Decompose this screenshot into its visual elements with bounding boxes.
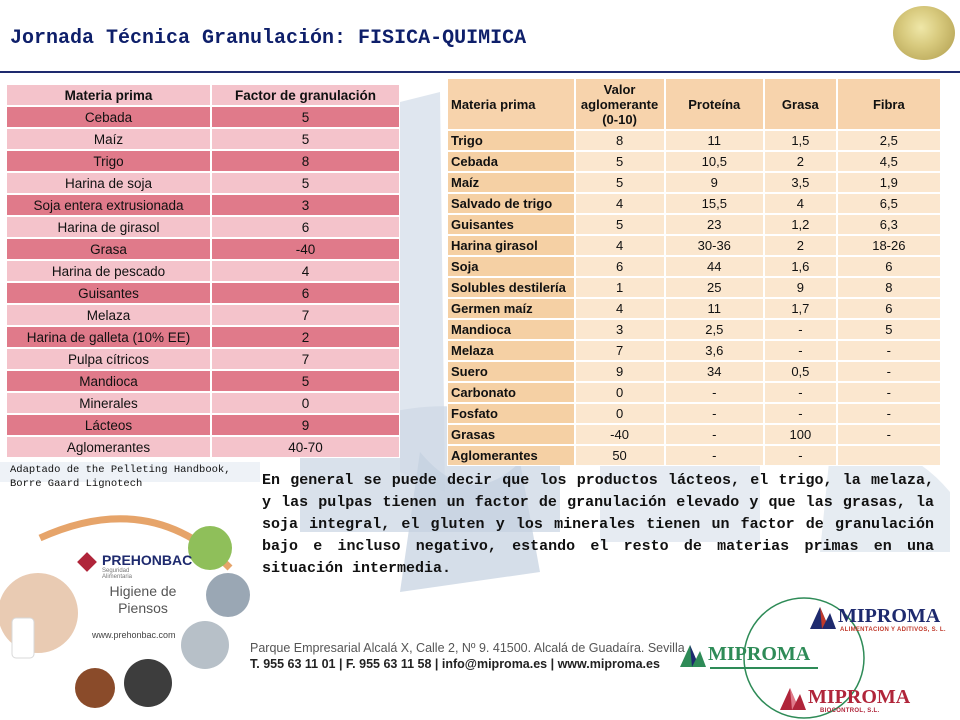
binding-value-cell: 7: [575, 340, 665, 361]
granulation-factor-table: [6, 84, 400, 458]
fat-cell: 0,5: [764, 361, 837, 382]
chicken-photo: [75, 668, 115, 708]
ingredient-cell: Harina de soja: [6, 172, 211, 194]
ingredient-cell: Minerales: [6, 392, 211, 414]
advert-tagline: Higiene de Piensos: [109, 583, 177, 616]
table-row: [6, 304, 400, 326]
ingredient-cell: Fosfato: [447, 403, 575, 424]
table-row: [6, 150, 400, 172]
factor-cell: 8: [211, 150, 400, 172]
fat-cell: 1,5: [764, 130, 837, 151]
fiber-cell: 4,5: [837, 151, 941, 172]
protein-cell: 30-36: [665, 235, 765, 256]
binding-value-cell: 9: [575, 361, 665, 382]
table-row: [6, 172, 400, 194]
protein-cell: 25: [665, 277, 765, 298]
ingredient-cell: Guisantes: [6, 282, 211, 304]
milk-glass: [12, 618, 34, 658]
ingredient-cell: Mandioca: [6, 370, 211, 392]
miproma-mark-icon: [680, 645, 706, 667]
factor-cell: 0: [211, 392, 400, 414]
ingredient-cell: Aglomerantes: [6, 436, 211, 458]
fiber-cell: 6,3: [837, 214, 941, 235]
grain-pellets-image: [893, 6, 955, 60]
binding-value-cell: 4: [575, 235, 665, 256]
factor-cell: 5: [211, 370, 400, 392]
ingredient-cell: Trigo: [447, 130, 575, 151]
factor-cell: 7: [211, 304, 400, 326]
protein-cell: 34: [665, 361, 765, 382]
fiber-cell: 6: [837, 256, 941, 277]
table-row: [6, 370, 400, 392]
column-header: Fibra: [837, 78, 941, 130]
protein-cell: 9: [665, 172, 765, 193]
ingredient-cell: Grasa: [6, 238, 211, 260]
fat-cell: 100: [764, 424, 837, 445]
table-row: [6, 106, 400, 128]
ingredient-cell: Soja entera extrusionada: [6, 194, 211, 216]
ingredient-cell: Mandioca: [447, 319, 575, 340]
binding-value-cell: 4: [575, 193, 665, 214]
column-header: Materia prima: [447, 78, 575, 130]
ingredient-cell: Trigo: [6, 150, 211, 172]
ingredient-cell: Germen maíz: [447, 298, 575, 319]
protein-cell: 23: [665, 214, 765, 235]
factor-cell: -40: [211, 238, 400, 260]
ingredient-cell: Harina de pescado: [6, 260, 211, 282]
binding-value-cell: -40: [575, 424, 665, 445]
binding-value-cell: 5: [575, 151, 665, 172]
table-row: [447, 298, 941, 319]
ingredient-cell: Maíz: [6, 128, 211, 150]
factor-cell: 4: [211, 260, 400, 282]
ingredient-cell: Guisantes: [447, 214, 575, 235]
table-row: [447, 445, 941, 466]
ingredient-cell: Cebada: [6, 106, 211, 128]
table-row: [447, 235, 941, 256]
truck-photo: [181, 621, 229, 669]
table-row: [6, 414, 400, 436]
fat-cell: 9: [764, 277, 837, 298]
title-divider: [0, 71, 960, 73]
table-row: [6, 282, 400, 304]
fat-cell: 2: [764, 151, 837, 172]
binding-value-cell: 0: [575, 382, 665, 403]
fat-cell: -: [764, 340, 837, 361]
fiber-cell: 5: [837, 319, 941, 340]
fiber-cell: -: [837, 403, 941, 424]
company-contact: T. 955 63 11 01 | F. 955 63 11 58 | info@miproma.es | www.miproma.es: [250, 657, 660, 671]
protein-cell: 15,5: [665, 193, 765, 214]
binding-value-table: [447, 78, 941, 466]
table-row: [6, 238, 400, 260]
column-header: Factor de granulación: [211, 84, 400, 106]
fiber-cell: -: [837, 361, 941, 382]
protein-cell: -: [665, 403, 765, 424]
brand-name: PREHONBAC: [102, 552, 193, 568]
ingredient-cell: Pulpa cítricos: [6, 348, 211, 370]
column-header: Proteína: [665, 78, 765, 130]
table-row: [447, 361, 941, 382]
table-row: [6, 216, 400, 238]
factor-cell: 9: [211, 414, 400, 436]
fat-cell: 1,6: [764, 256, 837, 277]
fat-cell: -: [764, 319, 837, 340]
factor-cell: 3: [211, 194, 400, 216]
column-header: Materia prima: [6, 84, 211, 106]
fat-cell: 1,7: [764, 298, 837, 319]
protein-cell: -: [665, 424, 765, 445]
ingredient-cell: Salvado de trigo: [447, 193, 575, 214]
factor-cell: 40-70: [211, 436, 400, 458]
miproma-logo-alimentacion: [810, 605, 950, 635]
ingredient-cell: Carbonato: [447, 382, 575, 403]
table-row: [447, 277, 941, 298]
table-row: [447, 256, 941, 277]
fiber-cell: [837, 445, 941, 466]
logo-name: MIPROMA: [838, 605, 941, 627]
fat-cell: 2: [764, 235, 837, 256]
protein-cell: 11: [665, 130, 765, 151]
fat-cell: -: [764, 445, 837, 466]
ingredient-cell: Suero: [447, 361, 575, 382]
fiber-cell: -: [837, 424, 941, 445]
factor-cell: 2: [211, 326, 400, 348]
binding-value-cell: 5: [575, 214, 665, 235]
fiber-cell: 8: [837, 277, 941, 298]
protein-cell: -: [665, 382, 765, 403]
ingredient-cell: Aglomerantes: [447, 445, 575, 466]
table-row: [447, 340, 941, 361]
ingredient-cell: Maíz: [447, 172, 575, 193]
advert-url: www.prehonbac.com: [92, 630, 176, 640]
binding-value-cell: 8: [575, 130, 665, 151]
table-row: [447, 151, 941, 172]
table-row: [447, 319, 941, 340]
logo-subtitle: BIOCONTROL, S.L.: [820, 708, 880, 714]
factor-cell: 6: [211, 216, 400, 238]
fat-cell: 1,2: [764, 214, 837, 235]
fiber-cell: 18-26: [837, 235, 941, 256]
factor-cell: 5: [211, 106, 400, 128]
ingredient-cell: Harina de girasol: [6, 216, 211, 238]
logo-name: MIPROMA: [808, 686, 911, 708]
table-row: [447, 382, 941, 403]
binding-value-cell: 1: [575, 277, 665, 298]
table-row: [6, 436, 400, 458]
source-credit: Adaptado de the Pelleting Handbook, Borre Gaard Lignotech: [10, 464, 231, 490]
fat-cell: 3,5: [764, 172, 837, 193]
binding-value-cell: 6: [575, 256, 665, 277]
table-row: [6, 128, 400, 150]
ingredient-cell: Melaza: [447, 340, 575, 361]
ingredient-cell: Melaza: [6, 304, 211, 326]
fiber-cell: 6: [837, 298, 941, 319]
company-address: Parque Empresarial Alcalá X, Calle 2, Nº 9. 41500. Alcalá de Guadaíra. Sevilla: [250, 641, 685, 655]
factor-cell: 6: [211, 282, 400, 304]
table-row: [447, 130, 941, 151]
protein-cell: 10,5: [665, 151, 765, 172]
protein-cell: 44: [665, 256, 765, 277]
binding-value-cell: 3: [575, 319, 665, 340]
ingredient-cell: Grasas: [447, 424, 575, 445]
ingredient-cell: Solubles destilería: [447, 277, 575, 298]
factor-cell: 5: [211, 128, 400, 150]
table-row: [6, 348, 400, 370]
table-row: [447, 172, 941, 193]
binding-value-cell: 50: [575, 445, 665, 466]
fiber-cell: 1,9: [837, 172, 941, 193]
table-row: [6, 194, 400, 216]
logo-underline: [710, 667, 818, 669]
table-row: [447, 214, 941, 235]
fiber-cell: -: [837, 382, 941, 403]
fat-cell: -: [764, 382, 837, 403]
protein-cell: -: [665, 445, 765, 466]
crop-photo: [188, 526, 232, 570]
fat-cell: -: [764, 403, 837, 424]
binding-value-cell: 0: [575, 403, 665, 424]
cows-photo: [124, 659, 172, 707]
logo-subtitle: ALIMENTACION Y ADITIVOS, S. L.: [840, 627, 946, 633]
table-header-row: [6, 84, 400, 106]
factor-cell: 7: [211, 348, 400, 370]
table-row: [447, 424, 941, 445]
binding-value-cell: 4: [575, 298, 665, 319]
ingredient-cell: Soja: [447, 256, 575, 277]
column-header: Grasa: [764, 78, 837, 130]
logo-name: MIPROMA: [708, 643, 811, 665]
miproma-mark-icon: [810, 607, 836, 629]
table-row: [6, 326, 400, 348]
ingredient-cell: Cebada: [447, 151, 575, 172]
protein-cell: 11: [665, 298, 765, 319]
fiber-cell: -: [837, 340, 941, 361]
ingredient-cell: Harina de galleta (10% EE): [6, 326, 211, 348]
table-row: [447, 193, 941, 214]
table-header-row: [447, 78, 941, 130]
miproma-logo-biocontrol: [780, 686, 920, 716]
ingredient-cell: Lácteos: [6, 414, 211, 436]
table-row: [6, 260, 400, 282]
protein-cell: 3,6: [665, 340, 765, 361]
fat-cell: 4: [764, 193, 837, 214]
page-title: Jornada Técnica Granulación: FISICA-QUIMICA: [10, 27, 527, 50]
protein-cell: 2,5: [665, 319, 765, 340]
ingredient-cell: Harina girasol: [447, 235, 575, 256]
column-header: Valor aglomerante (0-10): [575, 78, 665, 130]
silo-photo: [206, 573, 250, 617]
fiber-cell: 6,5: [837, 193, 941, 214]
fiber-cell: 2,5: [837, 130, 941, 151]
table-row: [6, 392, 400, 414]
table-row: [447, 403, 941, 424]
brand-subtitle: Seguridad Alimentaria: [102, 568, 133, 580]
factor-cell: 5: [211, 172, 400, 194]
miproma-mark-icon: [780, 688, 806, 710]
summary-paragraph: En general se puede decir que los productos lácteos, el trigo, la melaza, y las pulpas tienen un factor de granulación elevado y que las grasas, la soja integral, el gluten y los minerales tienen un factor de granulación bajo e incluso negativo, estando el resto de materias primas en una situación intermedia.: [262, 472, 934, 577]
miproma-logo-green: [680, 643, 830, 673]
binding-value-cell: 5: [575, 172, 665, 193]
